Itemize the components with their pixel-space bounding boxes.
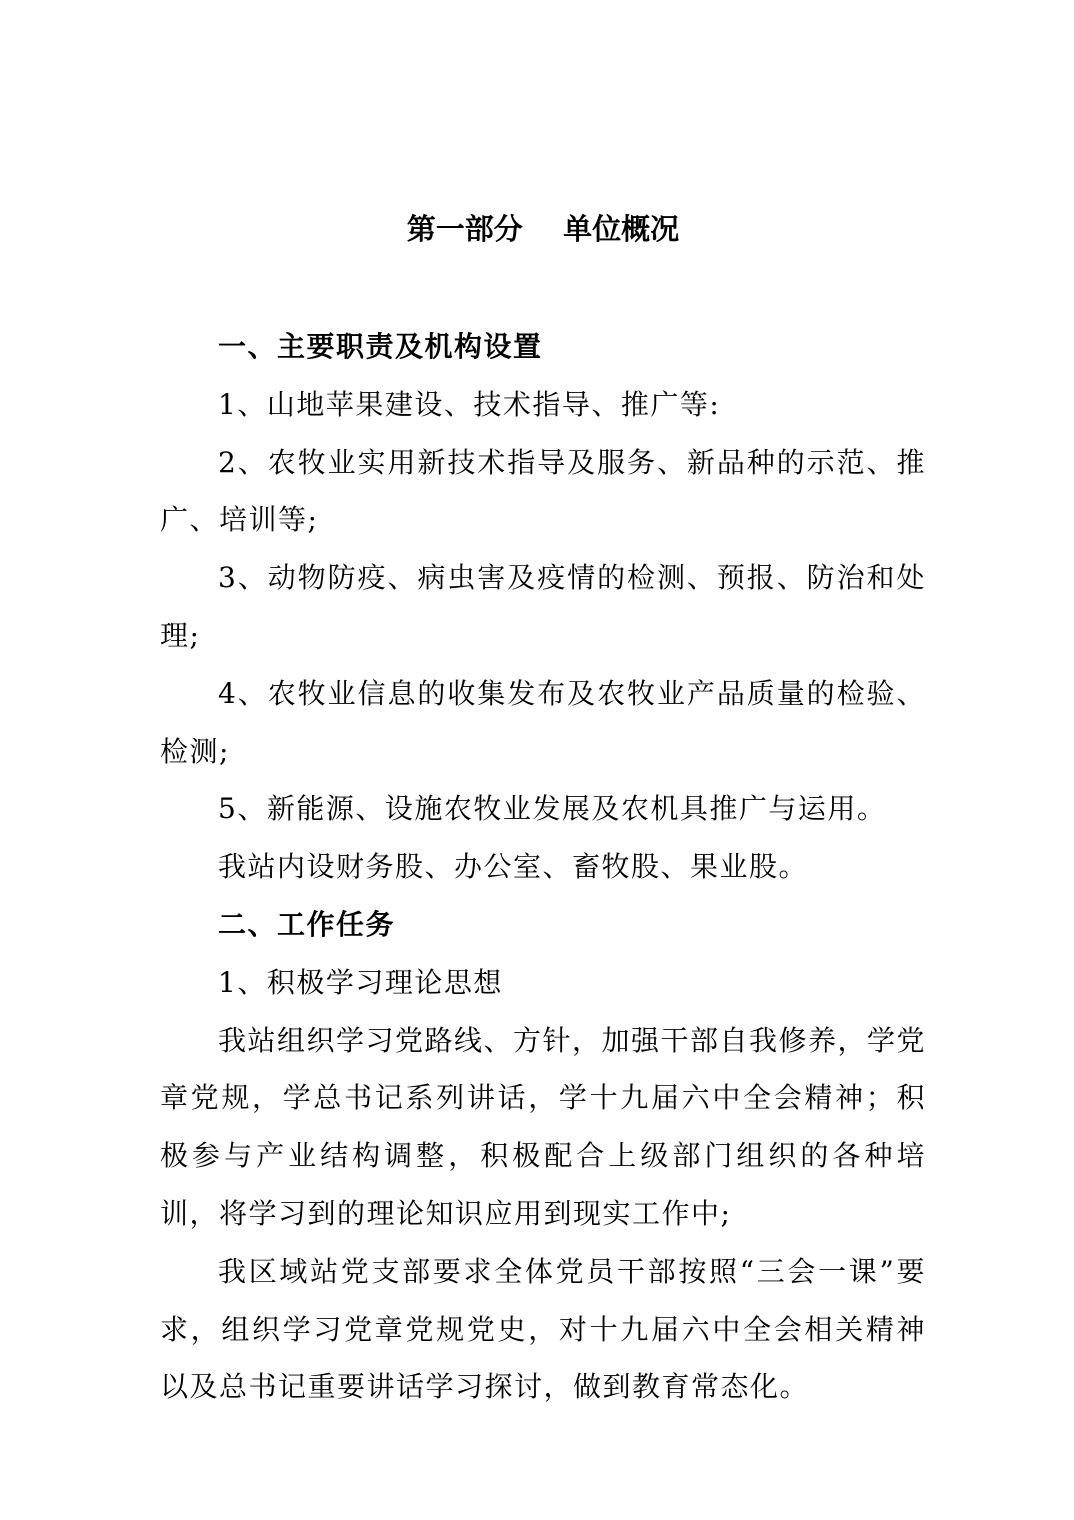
task-title-1: 1、积极学习理论思想 <box>218 965 503 999</box>
task-paragraph-2: 我区域站党支部要求全体党员干部按照“三会一课”要求，组织学习党章党规党史，对十九届六中全会相关精神以及总书记重要讲话学习探讨，做到教育常态化。 <box>160 1254 926 1404</box>
page-title: 第一部分 单位概况 <box>406 212 680 246</box>
departments-paragraph: 我站内设财务股、办公室、畜牧股、果业股。 <box>218 850 809 884</box>
duty-item-5: 5、新能源、设施农牧业发展及农机具推广与运用。 <box>218 792 887 826</box>
document-body <box>160 318 926 1416</box>
duty-item-1: 1、山地苹果建设、技术指导、推广等: <box>218 387 721 421</box>
task-paragraph-1: 我站组织学习党路线、方针，加强干部自我修养，学党章党规，学总书记系列讲话，学十九届六中全会精神；积极参与产业结构调整，积极配合上级部门组织的各种培训，将学习到的理论知识应用到现实工作中; <box>160 1023 927 1230</box>
duty-item-2: 2、农牧业实用新技术指导及服务、新品种的示范、推广、培训等; <box>160 445 926 537</box>
section-heading-duties: 一、主要职责及机构设置 <box>218 330 543 363</box>
section-heading-tasks: 二、工作任务 <box>218 907 396 941</box>
duty-item-4: 4、农牧业信息的收集发布及农牧业产品质量的检验、检测; <box>160 676 926 768</box>
duty-item-3: 3、动物防疫、病虫害及疫情的检测、预报、防治和处理; <box>160 561 926 652</box>
